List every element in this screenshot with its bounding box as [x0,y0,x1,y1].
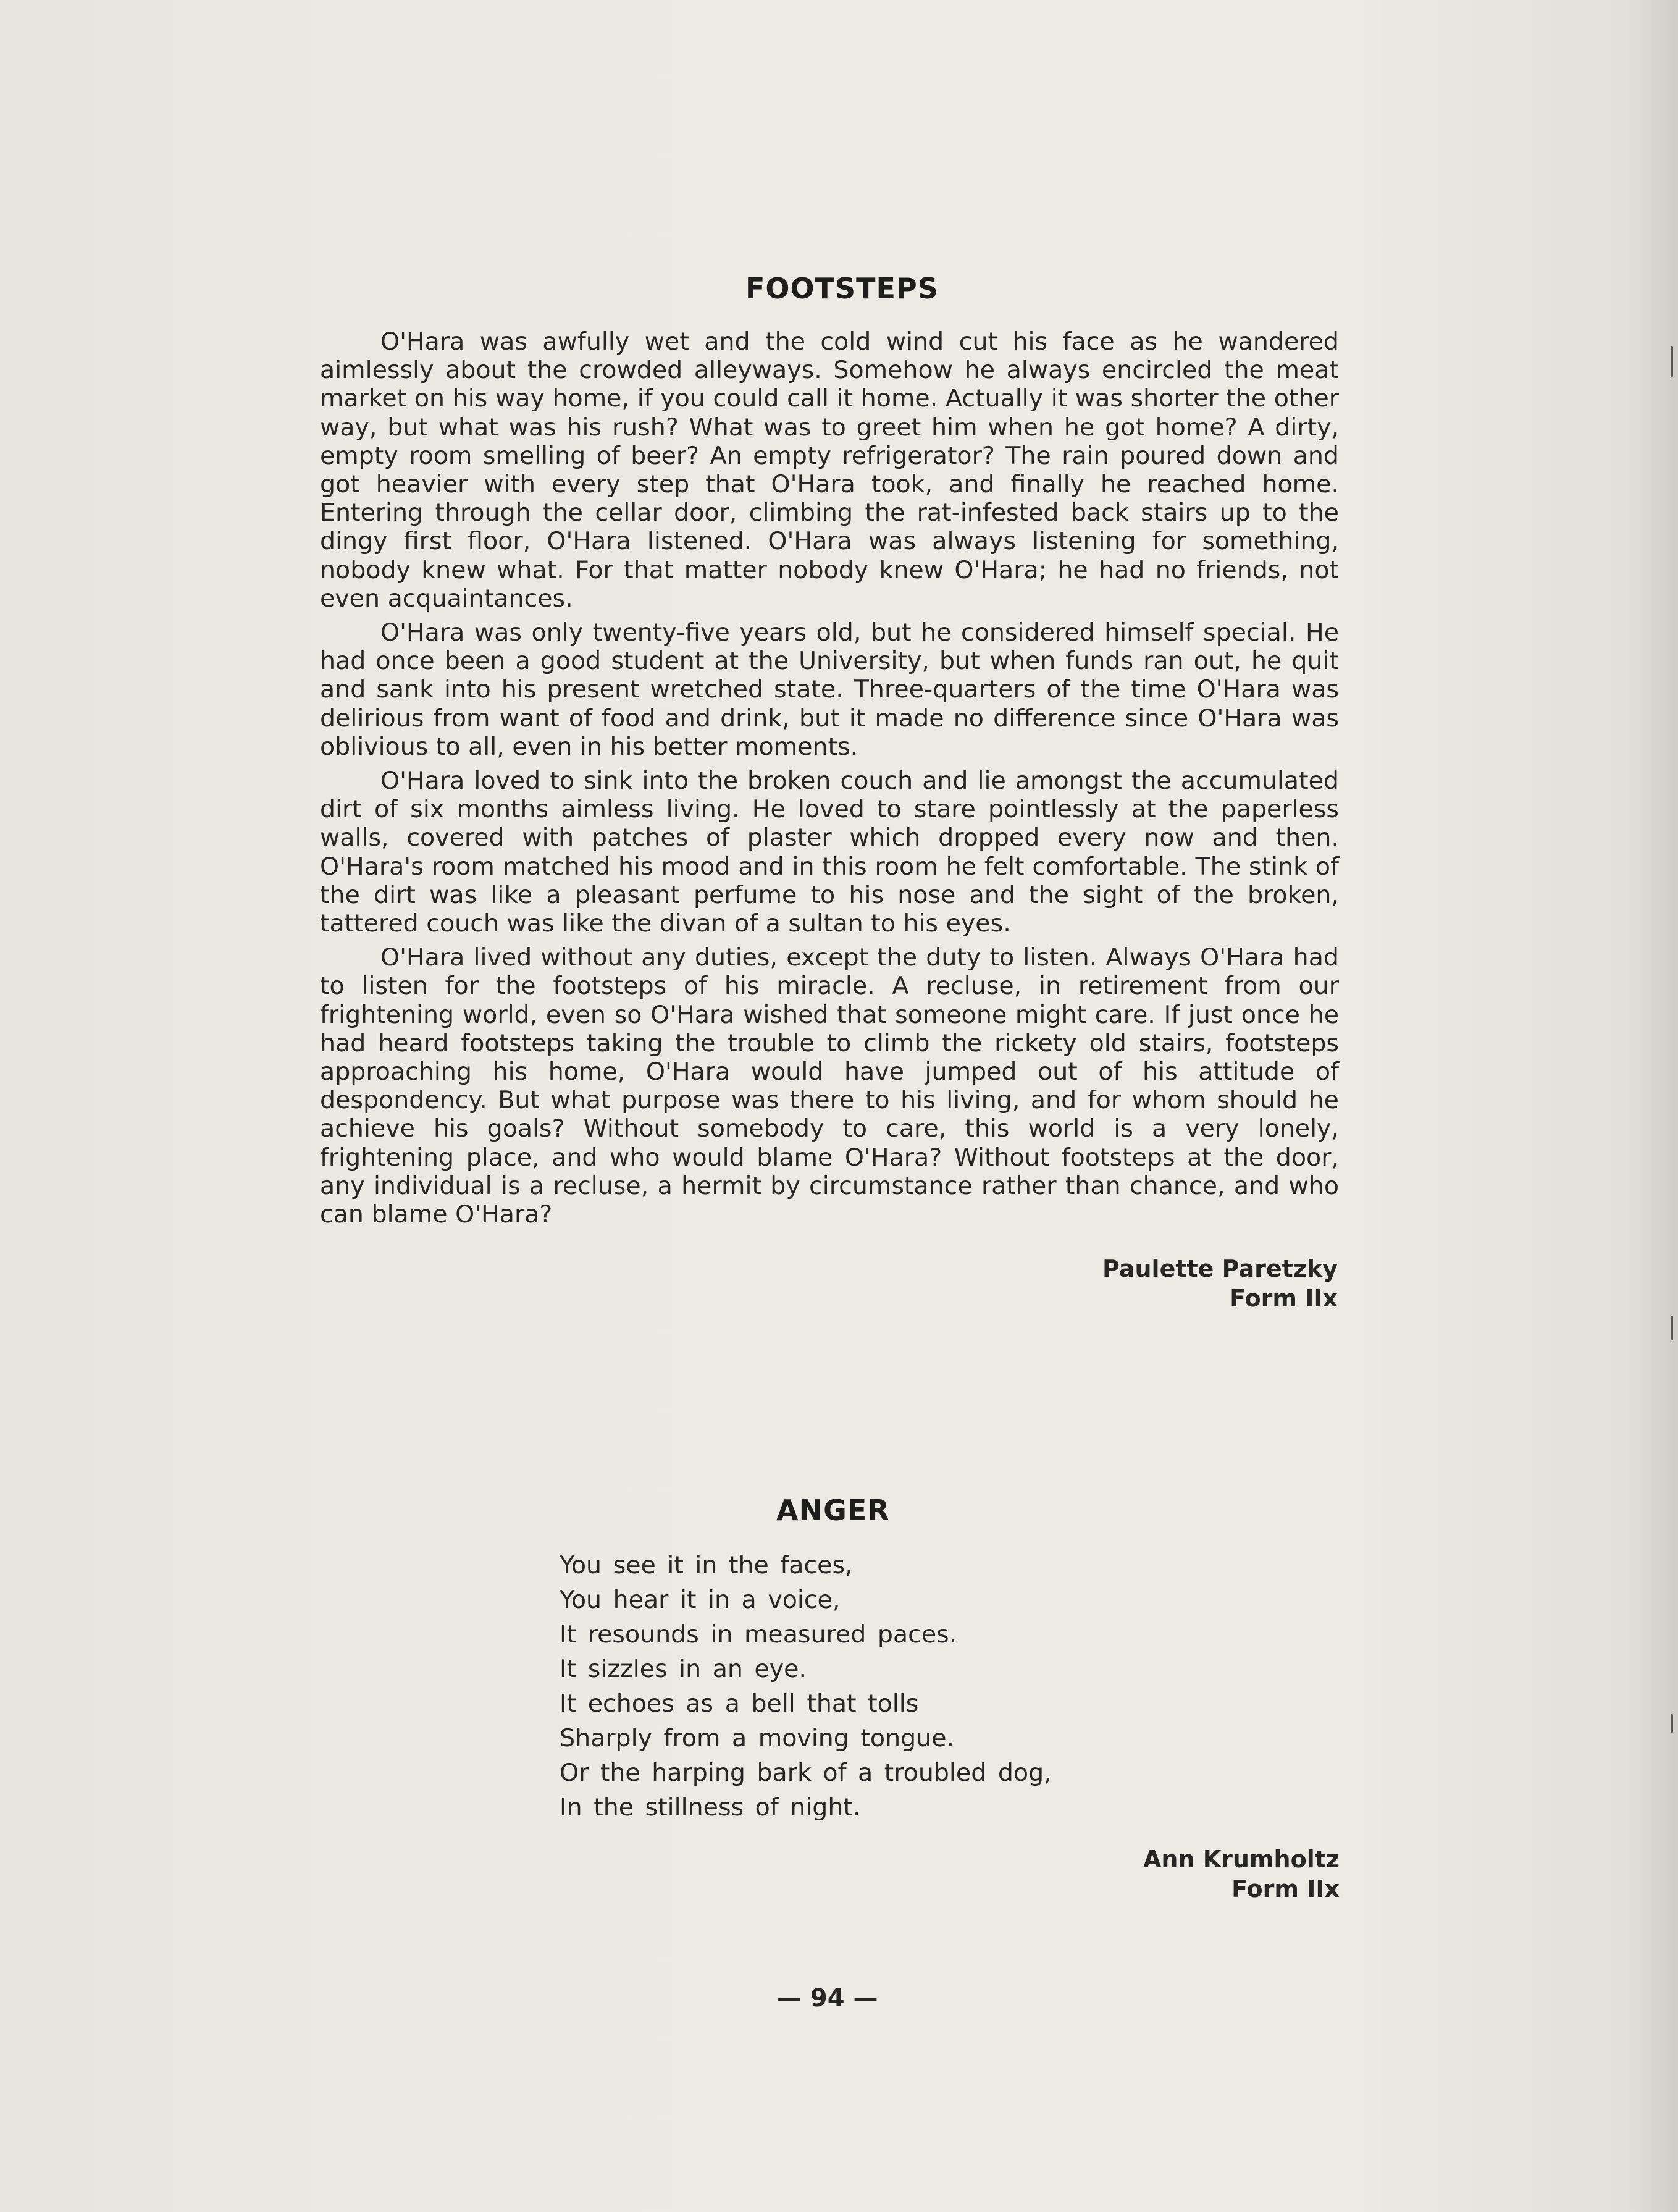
poem-title: ANGER [776,1494,890,1527]
page-number: — 94 — [777,1984,878,2012]
story-paragraph: O'Hara loved to sink into the broken couch and lie amongst the accumulated dirt of six months aimless living. He loved to stare pointlessly at the paperless walls, covered with patches of plaster which dropped every now and then. O'Hara's room matched his mood and in this room he felt comfortable. The stink of the dirt was like a pleasant perfume to his nose and the sight of the broken, tattered couch was like the divan of a sultan to his eyes. [320,767,1339,938]
story-paragraph: O'Hara lived without any duties, except the duty to listen. Always O'Hara had to listen for the footsteps of his miracle. A recluse, in retirement from our frightening world, even so O'Hara wished that someone might care. If just once he had heard footsteps taking the trouble to climb the rickety old stairs, footsteps approaching his home, O'Hara would have jumped out of his attitude of despondency. But what purpose was there to his living, and for whom should he achieve his goals? Without somebody to care, this world is a very lonely, frightening place, and who would blame O'Hara? Without footsteps at the door, any individual is a recluse, a hermit by circumstance rather than chance, and who can blame O'Hara? [320,943,1339,1229]
poem-line: You hear it in a voice, [560,1586,841,1614]
poem-line: You see it in the faces, [560,1551,853,1579]
story-paragraph: O'Hara was only twenty-five years old, but he considered himself special. He had once been a good student at the University, but when funds ran out, he quit and sank into his present wretched state. Three-quarters of the time O'Hara was delirious from want of food and drink, but it made no difference since O'Hara was oblivious to all, even in his better moments. [320,618,1339,761]
page-edge-mark [1671,346,1673,377]
poem-line: Sharply from a moving tongue. [560,1724,955,1752]
author-name: Ann Krumholtz [1143,1846,1340,1873]
poem-line: In the stillness of night. [560,1793,861,1822]
poem-line: It echoes as a bell that tolls [560,1689,919,1718]
story-paragraph: O'Hara was awfully wet and the cold wind cut his face as he wandered aimlessly about the crowded alleyways. Somehow he always encircled the meat market on his way home, if you could call it home. Actually it was shorter the other way, but what was his rush? What was to greet him when he got home? A dirty, empty room smelling of beer? An empty refrigerator? The rain poured down and got heavier with every step that O'Hara took, and finally he reached home. Entering through the cellar door, climbing the rat-infested back stairs up to the dingy first floor, O'Hara listened. O'Hara was always listening for something, nobody knew what. For that matter nobody knew O'Hara; he had no friends, not even acquaintances. [320,327,1339,613]
poem-body [560,1548,1052,1825]
author-form: Form IIx [1231,1875,1340,1903]
page-edge-mark [1671,1316,1673,1340]
author-name: Paulette Paretzky [1102,1255,1338,1282]
story-title: FOOTSTEPS [745,272,939,305]
poem-line: Or the harping bark of a troubled dog, [560,1759,1052,1787]
story-signature [1102,1254,1338,1313]
page-edge-mark [1671,1714,1673,1733]
author-form: Form IIx [1230,1285,1338,1312]
poem-line: It resounds in measured paces. [560,1620,957,1649]
poem-line: It sizzles in an eye. [560,1655,807,1683]
story-body [320,327,1339,1234]
poem-signature [1143,1844,1340,1904]
